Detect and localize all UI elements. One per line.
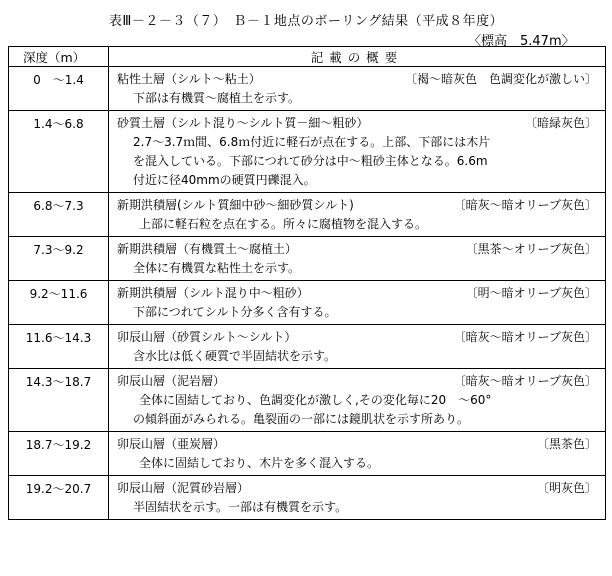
layer-note: 含水比は低く硬質で半固結状を示す。	[133, 349, 337, 363]
layer-name: 粘性土層（シルト～粘土）	[117, 72, 261, 86]
table-row	[9, 237, 606, 281]
depth-cell: 18.7～19.2	[9, 432, 109, 476]
layer-note: 付近に径40mmの硬質円礫混入。	[133, 173, 316, 187]
description-cell	[109, 476, 606, 520]
table-row	[9, 325, 606, 369]
layer-note: を混入している。下部につれて砂分は中～粗砂主体となる。6.6m	[133, 154, 488, 168]
depth-cell: 14.3～18.7	[9, 369, 109, 432]
layer-name: 卯辰山層（砂質シルト～シルト）	[117, 330, 297, 344]
table-row	[9, 67, 606, 111]
layer-note: 下部につれてシルト分多く含有する。	[133, 305, 337, 319]
description-cell	[109, 369, 606, 432]
layer-note: 全体に固結しており、色調変化が激しく,その変化毎に20 ～60°	[139, 393, 492, 407]
layer-color: 〔暗緑灰色〕	[524, 116, 597, 130]
layer-color: 〔黒茶～オリーブ灰色〕	[465, 242, 597, 256]
table-row	[9, 281, 606, 325]
description-column-header: 記載の概要	[109, 47, 606, 67]
layer-color: 〔暗灰～暗オリーブ灰色〕	[453, 198, 597, 212]
table-title: 表Ⅲ－２－３（７） Ｂ－１地点のボーリング結果（平成８年度）	[108, 14, 504, 29]
depth-cell: 9.2～11.6	[9, 281, 109, 325]
description-cell	[109, 193, 606, 237]
layer-note: の傾斜面がみられる。亀裂面の一部には鏡肌状を示す所あり。	[133, 412, 470, 426]
depth-cell: 0 ～1.4	[9, 67, 109, 111]
layer-color: 〔明灰色〕	[536, 481, 597, 495]
layer-name: 新期洪積層(シルト質細中砂～細砂質シルト)	[117, 198, 354, 212]
table-header-row	[9, 47, 606, 67]
layer-name: 砂質土層（シルト混り～シルト質－細～粗砂）	[117, 116, 369, 130]
layer-color: 〔黒茶色〕	[536, 437, 597, 451]
table-row	[9, 476, 606, 520]
depth-cell: 1.4～6.8	[9, 111, 109, 193]
layer-note: 上部に軽石粒を点在する。所々に腐植物を混入する。	[139, 217, 428, 231]
depth-cell: 11.6～14.3	[9, 325, 109, 369]
table-row	[9, 193, 606, 237]
table-row	[9, 111, 606, 193]
description-cell	[109, 432, 606, 476]
description-cell	[109, 281, 606, 325]
layer-note: 2.7～3.7ｍ間、6.8ｍ付近に軽石が点在する。上部、下部には木片	[133, 135, 491, 149]
layer-note: 下部は有機質～腐植土を示す。	[133, 91, 301, 105]
description-cell	[109, 237, 606, 281]
boring-results-table	[8, 46, 606, 520]
description-cell	[109, 111, 606, 193]
layer-name: 卯辰山層（泥質砂岩層）	[117, 481, 250, 495]
depth-cell: 7.3～9.2	[9, 237, 109, 281]
elevation-label: 〈標高 5.47m〉	[468, 34, 575, 49]
layer-note: 全体に固結しており、木片を多く混入する。	[139, 456, 380, 470]
description-cell	[109, 325, 606, 369]
layer-color: 〔暗灰～暗オリーブ灰色〕	[453, 330, 597, 344]
depth-column-header: 深度（m）	[9, 47, 109, 67]
layer-name: 新期洪積層（シルト混り中～粗砂）	[117, 286, 309, 300]
layer-note: 半固結状を示す。一部は有機質を示す。	[133, 500, 348, 514]
depth-cell: 6.8～7.3	[9, 193, 109, 237]
table-row	[9, 432, 606, 476]
layer-name: 卯辰山層（亜炭層）	[117, 437, 226, 451]
layer-name: 卯辰山層（泥岩層）	[117, 374, 226, 388]
layer-name: 新期洪積層（有機質土～腐植土）	[117, 242, 298, 256]
depth-cell: 19.2～20.7	[9, 476, 109, 520]
layer-note: 全体に有機質な粘性土を示す。	[133, 261, 301, 275]
description-cell	[109, 67, 606, 111]
layer-color: 〔暗灰～暗オリーブ灰色〕	[453, 374, 597, 388]
layer-color: 〔明～暗オリーブ灰色〕	[465, 286, 597, 300]
table-row	[9, 369, 606, 432]
layer-color: 〔褐～暗灰色 色調変化が激しい〕	[404, 72, 597, 86]
